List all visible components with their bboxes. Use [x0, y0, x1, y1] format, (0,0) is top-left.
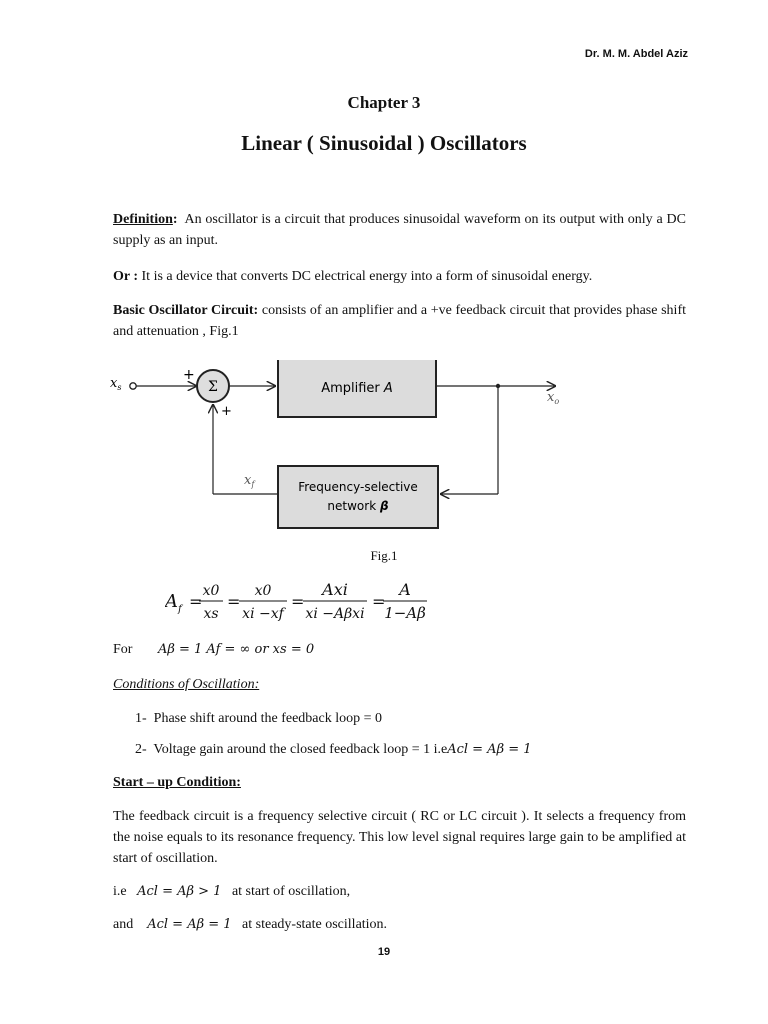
startup-expression-1: Acl = Aβ > 1	[137, 884, 222, 899]
author-header: Dr. M. M. Abdel Aziz	[584, 48, 688, 60]
plus-sign-top: +	[183, 367, 195, 383]
network-block	[278, 466, 438, 528]
eq-term2-num: x0	[254, 583, 272, 599]
definition-label: Definition	[113, 212, 173, 227]
network-label-line1: Frequency-selective	[298, 480, 418, 494]
for-line	[113, 639, 686, 660]
page-number: 19	[377, 946, 391, 958]
or-paragraph	[113, 266, 686, 287]
condition-number: 1-	[135, 711, 147, 726]
eq-term1-num: x0	[202, 583, 220, 599]
eq-term4-den: 1−Aβ	[384, 604, 426, 622]
definition-paragraph: Definition: An oscillator is a circuit that produces sinusoidal waveform on its output with only a DC supply as an input.	[113, 212, 687, 248]
condition-item-1	[135, 708, 382, 729]
for-label: For	[113, 642, 133, 657]
chapter-heading: Chapter 3	[347, 93, 421, 112]
for-expression: Aβ = 1 Af = ∞ or xs = 0	[157, 642, 315, 657]
condition-expression: Acl = Aβ = 1	[447, 742, 532, 757]
eq-term3-num: Axi	[322, 580, 348, 599]
definition-text: An oscillator is a circuit that produces sinusoidal waveform on its output with only a DC supply as an input.	[113, 212, 687, 248]
startup-paragraph: The feedback circuit is a frequency selective circuit ( RC or LC circuit ). It selects a frequency from the noise equals to its resonance frequency. This low level signal requires large gain to be amplified at start of oscillation.	[113, 809, 686, 866]
output-signal-label: $x_o$	[547, 390, 560, 406]
gain-equation	[165, 578, 445, 626]
basic-label: Basic Oscillator Circuit:	[113, 303, 259, 318]
condition-number: 2-	[135, 742, 147, 757]
amplifier-label: Amplifier A	[321, 381, 393, 396]
eq-equals-3: =	[291, 592, 305, 611]
eq-term2-den: xi −xf	[242, 606, 284, 622]
oscillator-block-diagram	[110, 360, 580, 540]
startup-line-2: and Acl = Aβ = 1 at steady-state oscillation.	[113, 917, 388, 932]
eq-equals-4: =	[372, 592, 386, 611]
feedback-signal-label: $x_f$	[244, 473, 255, 489]
figure-caption: Fig.1	[370, 548, 398, 563]
conditions-heading: Conditions of Oscillation:	[113, 677, 260, 692]
condition-item-2	[135, 739, 532, 760]
page-title: Linear ( Sinusoidal ) Oscillators	[241, 131, 527, 155]
basic-text: consists of an amplifier and a +ve feedback circuit that provides phase shift and attenuation , Fig.1	[113, 303, 686, 339]
eq-lhs: $A_f$	[165, 591, 182, 615]
eq-equals-1: =	[189, 592, 203, 611]
condition-text: Phase shift around the feedback loop = 0	[153, 711, 383, 726]
eq-term3-den: xi −Aβxi	[305, 606, 365, 622]
input-signal-label: $x_s$	[110, 376, 122, 392]
or-text: It is a device that converts DC electrical energy into a form of sinusoidal energy.	[141, 269, 593, 284]
condition-text: Voltage gain around the closed feedback loop = 1 i.e	[153, 742, 448, 757]
eq-equals-2: =	[227, 592, 241, 611]
startup-line-1: i.e Acl = Aβ > 1 at start of oscillation,	[113, 884, 351, 899]
plus-sign-bottom: +	[221, 404, 232, 419]
network-label-line2: network β	[327, 499, 389, 513]
eq-term4-num: A	[399, 580, 411, 599]
or-label: Or :	[113, 269, 139, 284]
input-terminal	[130, 383, 136, 389]
sum-symbol: Σ	[208, 379, 218, 395]
startup-expression-2: Acl = Aβ = 1	[147, 917, 232, 932]
eq-term1-den: xs	[203, 606, 219, 622]
startup-heading: Start – up Condition:	[113, 775, 241, 790]
basic-circuit-paragraph	[113, 300, 686, 342]
